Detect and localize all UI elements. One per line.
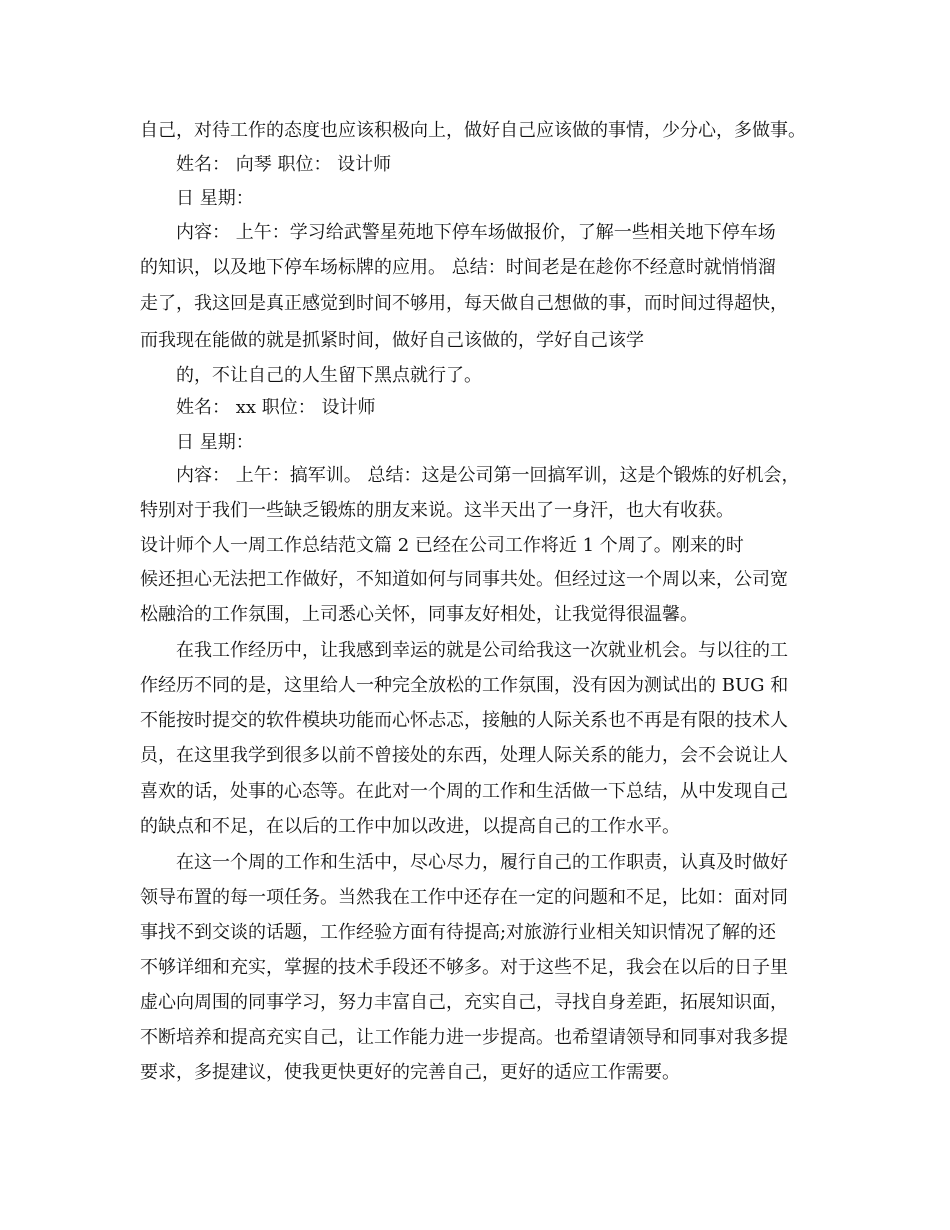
text-line: 要求，多提建议，使我更快更好的完善自己，更好的适应工作需要。	[140, 1062, 680, 1083]
text-line: 候还担心无法把工作做好，不知道如何与同事共处。但经过这一个周以来，公司宽	[140, 569, 788, 590]
text-line: 走了，我这回是真正感觉到时间不够用，每天做自己想做的事，而时间过得超快，	[140, 293, 788, 314]
text-line: 不够详细和充实，掌握的技术手段还不够多。对于这些不足，我会在以后的日子里	[140, 957, 788, 978]
name-position-line: 姓名： xx 职位： 设计师	[176, 397, 376, 418]
text-line: 领导布置的每一项任务。当然我在工作中还存在一定的问题和不足，比如：面对同	[140, 887, 788, 908]
text-line: 特别对于我们一些缺乏锻炼的朋友来说。这半天出了一身汗，也大有收获。	[140, 500, 734, 521]
content-line: 内容： 上午：学习给武警星苑地下停车场做报价，了解一些相关地下停车场	[176, 222, 776, 243]
text-line: 自己，对待工作的态度也应该积极向上，做好自己应该做的事情，少分心，多做事。	[140, 120, 806, 141]
text-line: 虚心向周围的同事学习，努力丰富自己，充实自己，寻找自身差距，拓展知识面，	[140, 992, 788, 1013]
text-line: 不断培养和提高充实自己，让工作能力进一步提高。也希望请领导和同事对我多提	[140, 1027, 788, 1048]
article-heading-line: 设计师个人一周工作总结范文篇 2 已经在公司工作将近 1 个周了。刚来的时	[140, 535, 744, 556]
paragraph-start-line: 在我工作经历中，让我感到幸运的就是公司给我这一次就业机会。与以往的工	[176, 640, 788, 661]
name-position-line: 姓名： 向琴 职位： 设计师	[176, 154, 392, 175]
text-line: 喜欢的话，处事的心态等。在此对一个周的工作和生活做一下总结，从中发现自己	[140, 781, 788, 802]
text-line: 员，在这里我学到很多以前不曾接处的东西，处理人际关系的能力，会不会说让人	[140, 745, 788, 766]
text-line: 而我现在能做的就是抓紧时间，做好自己该做的，学好自己该学	[140, 330, 644, 351]
date-weekday-line: 日 星期：	[176, 432, 254, 453]
content-line: 内容： 上午：搞军训。 总结：这是公司第一回搞军训，这是个锻炼的好机会，	[176, 465, 800, 486]
paragraph-start-line: 在这一个周的工作和生活中，尽心尽力，履行自己的工作职责，认真及时做好	[176, 852, 788, 873]
text-line: 松融洽的工作氛围，上司悉心关怀，同事友好相处，让我觉得很温馨。	[140, 604, 698, 625]
text-line: 作经历不同的是，这里给人一种完全放松的工作氛围，没有因为测试出的 BUG 和	[140, 675, 789, 696]
text-line: 的，不让自己的人生留下黑点就行了。	[176, 365, 482, 386]
text-line: 事找不到交谈的话题，工作经验方面有待提高;对旅游行业相关知识情况了解的还	[140, 922, 777, 943]
date-weekday-line: 日 星期：	[176, 188, 254, 209]
text-line: 的知识，以及地下停车场标牌的应用。 总结：时间老是在趁你不经意时就悄悄溜	[140, 257, 776, 278]
text-line: 不能按时提交的软件模块功能而心怀忐忑，接触的人际关系也不再是有限的技术人	[140, 710, 788, 731]
text-line: 的缺点和不足，在以后的工作中加以改进，以提高自己的工作水平。	[140, 816, 680, 837]
